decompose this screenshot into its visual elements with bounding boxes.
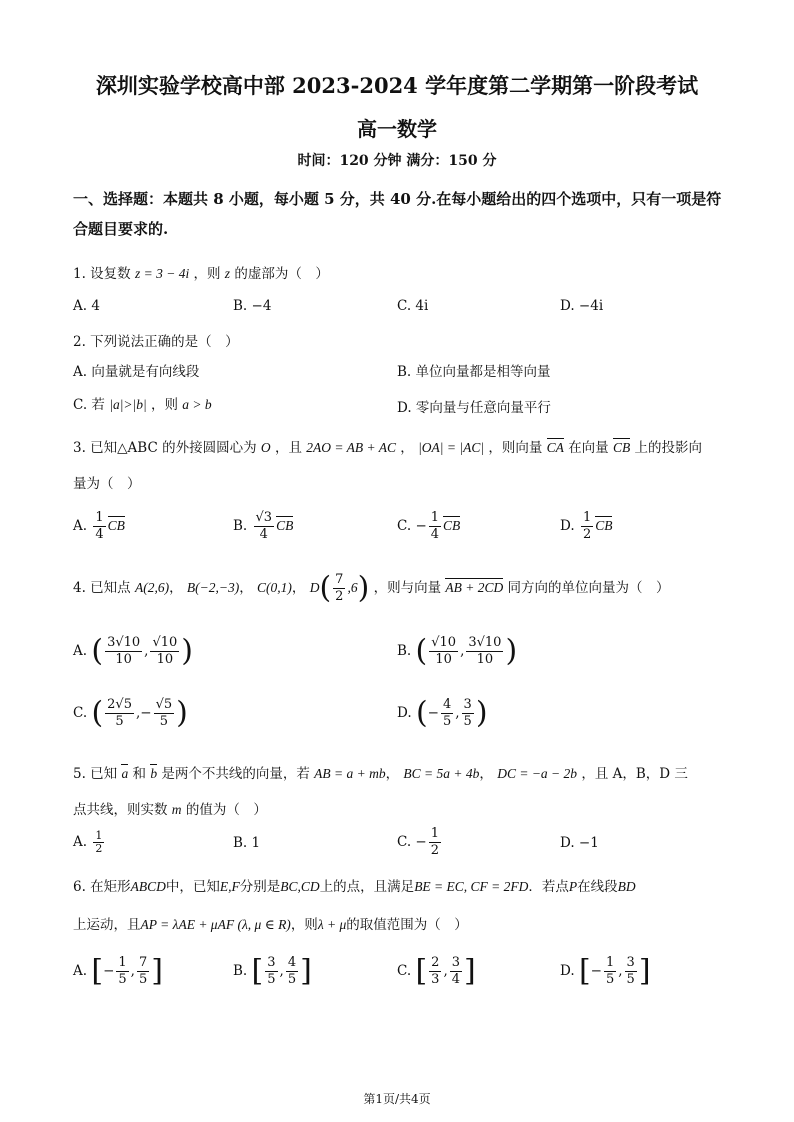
q6-a-label: A.	[73, 963, 88, 979]
q6-p: P	[568, 879, 578, 894]
q6-b2n: 4	[287, 955, 297, 970]
q5-eq2: BC = 5a + 4b	[403, 766, 480, 781]
q5-option-b: B. 1	[233, 835, 261, 851]
q4-b1n: √10	[431, 635, 457, 650]
q4-c2n: √5	[155, 697, 173, 712]
q4-b1d: 10	[435, 652, 452, 667]
q3-c-vec: CB	[443, 514, 460, 534]
q2-c-text: C. 若	[73, 397, 105, 413]
q4-d-label: D.	[397, 705, 412, 721]
q4-text3: 同方向的单位向量为（ ）	[507, 580, 670, 596]
q6-d-frac2	[625, 955, 637, 988]
q5-text2: 是两个不共线的向量，若	[161, 766, 310, 782]
question-5: 5. 已知 a 和 b 是两个不共线的向量，若 AB = a + mb， BC = 5a + 4b， DC = −a − 2b ，且 A，B，D 三	[73, 762, 688, 782]
q6-text9: 的取值范围为（ ）	[346, 917, 468, 933]
q3-d-den: 2	[582, 527, 592, 542]
q4-c-frac2	[154, 697, 175, 730]
q4-text2: ，则与向量	[373, 580, 442, 596]
q5-a-den: 2	[95, 842, 103, 855]
q5-text: 5. 已知	[73, 766, 118, 782]
q6-bccd: BC,CD	[280, 879, 320, 894]
q6-text8: ，则	[290, 917, 318, 933]
q4-d2n: 3	[463, 697, 472, 712]
q6-d1n: 1	[605, 955, 615, 970]
q3-c-label: C.	[397, 518, 412, 534]
q2-option-d: D. 零向量与任意向量平行	[397, 400, 551, 416]
q3-d-frac	[581, 510, 593, 543]
q6-d1d: 5	[605, 972, 615, 987]
q6-text: 6. 在矩形	[73, 879, 131, 895]
q6-a2d: 5	[138, 972, 148, 987]
q4-d1d: 5	[442, 714, 452, 729]
q4-a1n: 3√10	[107, 635, 141, 650]
q5-text3: ，且 A，B，D 三	[581, 766, 688, 782]
q6-b1n: 3	[267, 955, 276, 970]
q3-eq: 2AO = AB + AC	[306, 440, 396, 455]
page-footer: 第1页/共4页	[363, 1092, 431, 1106]
q4-point-a: A(2,6)	[134, 580, 170, 595]
q5-option-c: C. − $\frac{1}{2}$	[397, 826, 440, 858]
q6-text2: 中，已知	[165, 879, 220, 895]
q3-text: 3. 已知△ABC 的外接圆圆心为	[73, 440, 257, 456]
question-6	[73, 875, 636, 895]
q1-text: ，则	[193, 266, 221, 282]
q3-option-a	[73, 510, 125, 543]
q4-c2d: 5	[159, 714, 169, 729]
q6-b2d: 5	[287, 972, 297, 987]
q3-c-den: 4	[430, 527, 440, 542]
q4-b-frac1	[429, 635, 458, 668]
q5-c-frac	[429, 826, 441, 859]
q4-a-frac2	[150, 635, 179, 668]
q1-text-end: 的虚部为（ ）	[234, 266, 329, 282]
question-3	[73, 436, 702, 456]
q5-m: m	[171, 802, 182, 817]
section-heading: 一、选择题：本题共 8 小题，每小题 5 分，共 40 分.在每小题给出的四个选项中，只有一项是符合题目要求的.	[73, 190, 722, 238]
q1-option-c: C. 4i	[397, 298, 429, 314]
q3-c-num: 1	[430, 510, 440, 525]
q3-text2: ，且	[274, 440, 302, 456]
q4-option-c: C. ( $\frac{2√5}{5}$ ,− $\frac{√5}{5}$ )	[73, 695, 188, 731]
q4-text: 4. 已知点	[73, 580, 131, 596]
q6-a1d: 5	[118, 972, 127, 987]
q4-a-frac1	[105, 635, 142, 668]
q4-d-post: ,6	[347, 580, 358, 595]
q5-vec-b: b	[150, 762, 157, 782]
q6-b-label: B.	[233, 963, 248, 979]
q1-var: z	[224, 266, 231, 281]
q6-c-frac1	[429, 955, 441, 988]
q4-d-frac	[333, 572, 345, 605]
q5-text5: 的值为（ ）	[185, 802, 267, 818]
q6-eq2: AP = λAE + μAF (λ, μ ∈ R)	[140, 917, 291, 932]
q6-d2n: 3	[626, 955, 635, 970]
q4-a1d: 10	[115, 652, 132, 667]
q3-text4: ，则向量	[488, 440, 543, 456]
q3-a-den: 4	[95, 527, 104, 542]
q1-stem: 1. 设复数	[73, 266, 131, 282]
q6-b1d: 5	[267, 972, 276, 987]
q3-d-label: D.	[560, 518, 575, 534]
q5-c-label: C.	[397, 834, 412, 850]
q4-option-d: D. (− $\frac{4}{5}$ , $\frac{3}{5}$ )	[397, 695, 488, 731]
q3-a-num: 1	[95, 510, 104, 525]
q6-d-label: D.	[560, 963, 575, 979]
q3-vec-ca: CA	[547, 436, 564, 456]
question-2: 2. 下列说法正确的是（ ）	[73, 334, 239, 350]
q3-c-frac	[429, 510, 441, 543]
q4-b2d: 10	[476, 652, 494, 667]
q4-option-b: B. ( $\frac{√10}{10}$ , $\frac{3√10}{10}$ )	[397, 633, 518, 669]
q3-a-label: A.	[73, 518, 88, 534]
q6-c-frac2	[450, 955, 462, 988]
q4-a2n: √10	[152, 635, 178, 650]
q4-d-frac2	[462, 697, 474, 730]
q3-option-b	[233, 510, 293, 543]
q6-option-d: D. [− $\frac{1}{5}$ , $\frac{3}{5}$ ]	[560, 953, 651, 989]
q4-c-label: C.	[73, 705, 88, 721]
q5-a-label: A.	[73, 834, 88, 850]
q5-c-den: 2	[430, 843, 440, 858]
q3-c-sign: −	[415, 518, 427, 534]
q6-c2n: 3	[451, 955, 461, 970]
q5-a-frac	[93, 830, 104, 855]
q6-d2d: 5	[626, 972, 635, 987]
q5-vec-a: a	[121, 762, 128, 782]
exam-time-info: 时间：120 分钟 满分：150 分	[297, 153, 497, 169]
q4-d-frac1	[441, 697, 453, 730]
q6-b-frac2	[286, 955, 298, 988]
q6-d-frac1	[604, 955, 616, 988]
q5-eq3: DC = −a − 2b	[497, 766, 578, 781]
q5-a-num: 1	[95, 829, 103, 842]
q5-c-num: 1	[430, 826, 440, 841]
q6-a2n: 7	[138, 955, 148, 970]
q3-option-c	[397, 510, 460, 543]
q3-text3: ，	[400, 440, 414, 456]
q6-ef: E,F	[219, 879, 240, 894]
q2-c-math: |a|>|b|	[109, 397, 147, 412]
q3-text6: 上的投影向	[634, 440, 703, 456]
q4-a2d: 10	[156, 652, 174, 667]
q4-point-b: B(−2,−3)	[186, 580, 240, 595]
q5-text4: 点共线，则实数	[73, 802, 168, 818]
q1-expression: z = 3 − 4i	[134, 266, 190, 281]
q4-b-frac2	[466, 635, 503, 668]
q6-c-label: C.	[397, 963, 412, 979]
q4-b2n: 3√10	[468, 635, 502, 650]
q6-c1d: 3	[431, 972, 440, 987]
q6-a1n: 1	[118, 955, 127, 970]
q4-b-label: B.	[397, 643, 412, 659]
q1-option-a: A. 4	[73, 298, 100, 314]
q3-o: O	[260, 440, 271, 455]
q4-d-num: 7	[335, 572, 344, 587]
q6-bd: BD	[617, 879, 636, 894]
q6-abcd: ABCD	[130, 879, 166, 894]
q1-option-b: B. −4	[233, 298, 272, 314]
question-5-cont	[73, 798, 267, 818]
q4-d2d: 5	[463, 714, 472, 729]
q3-b-den: 4	[259, 527, 268, 542]
q3-text5: 在向量	[568, 440, 609, 456]
question-1	[73, 262, 329, 282]
q3-eq2: |OA| = |AC|	[418, 440, 485, 455]
q3-b-num: √3	[255, 510, 273, 525]
question-4: 4. 已知点 A(2,6)， B(−2,−3)， C(0,1)， D( $\frac{7}{2}$ ,6) ，则与向量 AB + 2CD 同方向的单位向量为（ ）	[73, 570, 670, 606]
q3-d-num: 1	[582, 510, 592, 525]
q6-text7: 上运动，且	[73, 917, 141, 933]
q4-point-d: D	[309, 580, 320, 595]
question-3-cont: 量为（ ）	[73, 476, 141, 492]
q6-text4: 上的点，且满足	[319, 879, 415, 895]
q4-c1d: 5	[115, 714, 124, 729]
q6-text6: 在线段	[577, 879, 618, 895]
q6-lm: λ + μ	[317, 917, 347, 932]
q6-a-frac2	[137, 955, 149, 988]
q4-c-frac1	[105, 697, 134, 730]
q5-and: 和	[132, 766, 147, 782]
q6-c2d: 4	[451, 972, 461, 987]
q4-d1n: 4	[442, 697, 452, 712]
q3-vec-cb: CB	[613, 436, 630, 456]
q3-b-label: B.	[233, 518, 248, 534]
q6-option-a: A. [− $\frac{1}{5}$ , $\frac{7}{5}$ ]	[73, 953, 163, 989]
q5-option-d: D. −1	[560, 835, 599, 851]
q4-option-a: A. ( $\frac{3√10}{10}$ , $\frac{√10}{10}$ )	[73, 633, 194, 669]
q5-eq1: AB = a + mb	[314, 766, 386, 781]
q6-option-c: C. [ $\frac{2}{3}$ , $\frac{3}{4}$ ]	[397, 953, 476, 989]
q4-point-c: C(0,1)	[257, 580, 292, 595]
q3-a-vec: CB	[108, 514, 125, 534]
q6-c1n: 2	[431, 955, 440, 970]
q2-c-math2: a > b	[182, 397, 212, 412]
q3-b-vec: CB	[276, 514, 293, 534]
q6-eq: BE = EC, CF = 2FD	[414, 879, 529, 894]
question-6-cont	[73, 913, 468, 933]
q4-a-label: A.	[73, 643, 88, 659]
q6-text5: ．若点	[528, 879, 569, 895]
q4-vector: AB + 2CD	[445, 576, 503, 596]
q2-c-text2: ，则	[151, 397, 178, 413]
q2-option-a: A. 向量就是有向线段	[73, 364, 200, 380]
q2-option-b: B. 单位向量都是相等向量	[397, 364, 551, 380]
exam-subject: 高一数学	[357, 117, 437, 141]
q3-b-frac	[254, 510, 275, 543]
q3-d-vec: CB	[595, 514, 612, 534]
q3-a-frac	[93, 510, 105, 543]
q6-option-b: B. [ $\frac{3}{5}$ , $\frac{4}{5}$ ]	[233, 953, 312, 989]
q4-c1n: 2√5	[107, 697, 132, 712]
q6-a-frac1	[116, 955, 128, 988]
q3-option-d	[560, 510, 612, 543]
q6-b-frac1	[265, 955, 277, 988]
q4-d-den: 2	[335, 589, 344, 604]
q2-option-c	[73, 393, 212, 413]
q5-option-a	[73, 830, 106, 855]
exam-title: 深圳实验学校高中部 2023-2024 学年度第二学期第一阶段考试	[95, 73, 699, 98]
q1-option-d: D. −4i	[560, 298, 604, 314]
q6-text3: 分别是	[239, 879, 281, 895]
